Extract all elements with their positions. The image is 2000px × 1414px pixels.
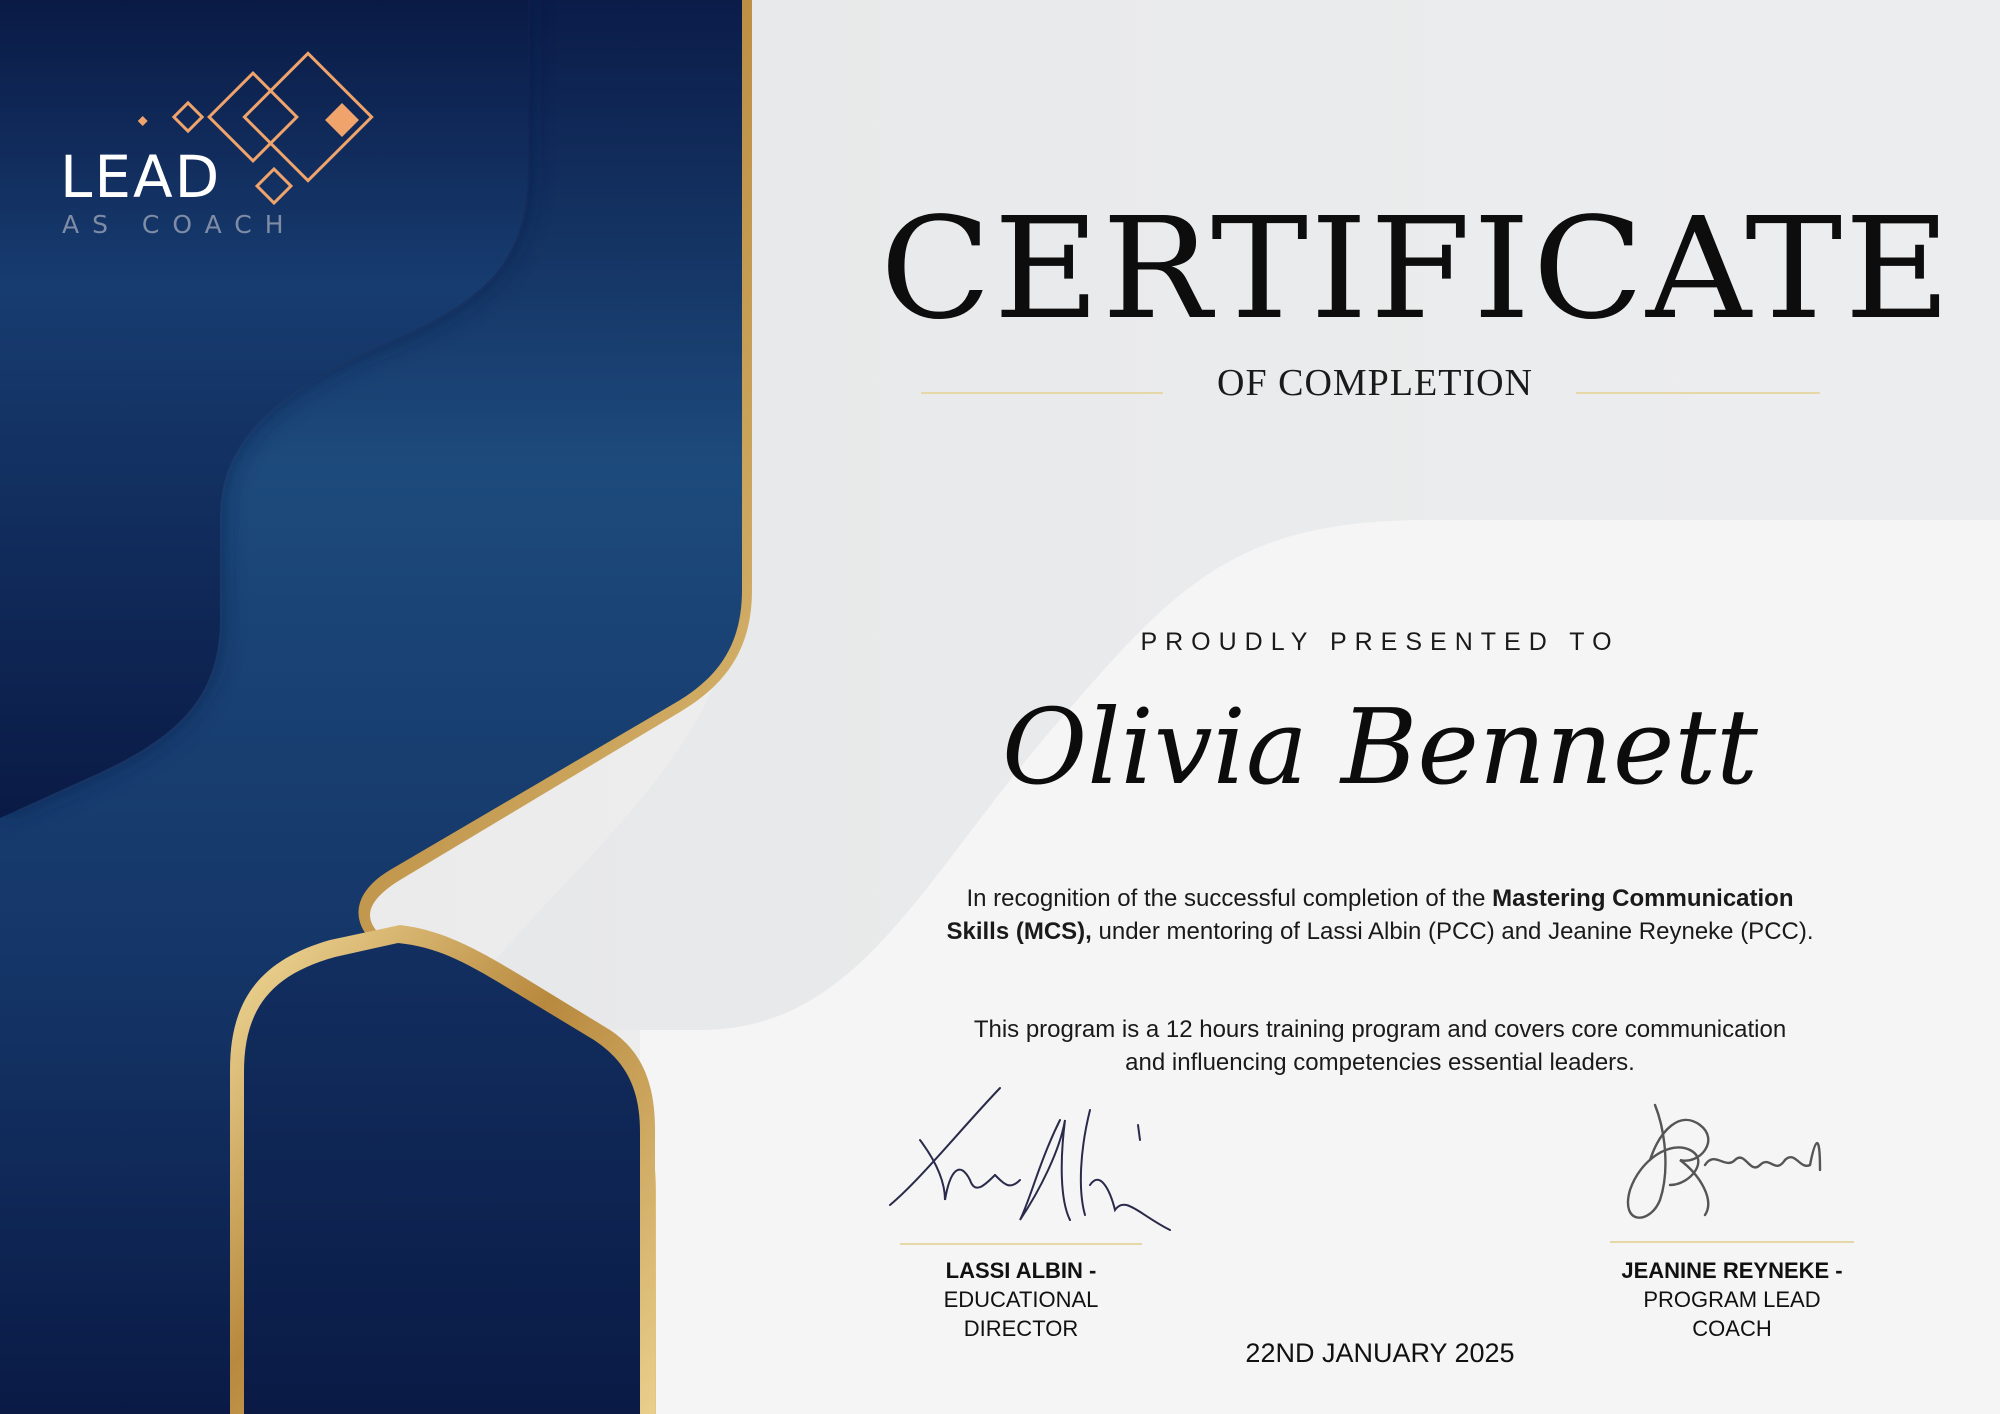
recipient-name: Olivia Bennett (1002, 686, 1758, 808)
signatory-left (900, 1256, 1142, 1343)
signatory-left-role: EDUCATIONAL DIRECTOR (943, 1287, 1099, 1341)
logo-wordmark: LEAD (60, 143, 222, 211)
program-description: This program is a 12 hours training program and covers core communication and influencing competencies essential leaders. (973, 1016, 1787, 1076)
certificate-date: 22ND JANUARY 2025 (1245, 1338, 1515, 1368)
subtitle-rule-right (1576, 392, 1820, 394)
logo-tagline: AS COACH (62, 210, 297, 239)
recognition-paragraph (940, 882, 1820, 948)
signatory-right-name: JEANINE REYNEKE - (1621, 1258, 1843, 1283)
signature-line-left (900, 1243, 1142, 1245)
program-name: Mastering Communication Skills (MCS), (946, 885, 1794, 945)
mentoring-text: under mentoring of Lassi Albin (PCC) and Jeanine Reyneke (PCC). (1091, 918, 1814, 945)
certificate-title: CERTIFICATE (880, 188, 1953, 351)
presented-to-label: PROUDLY PRESENTED TO (1140, 628, 1620, 656)
signatory-right (1605, 1256, 1859, 1343)
certificate-subtitle: OF COMPLETION (1217, 362, 1533, 404)
signature-line-right (1610, 1241, 1854, 1243)
recognition-text: In recognition of the successful completion of the (966, 885, 1493, 912)
signatory-left-name: LASSI ALBIN - (945, 1258, 1097, 1283)
signatory-right-role: PROGRAM LEAD COACH (1643, 1287, 1821, 1341)
